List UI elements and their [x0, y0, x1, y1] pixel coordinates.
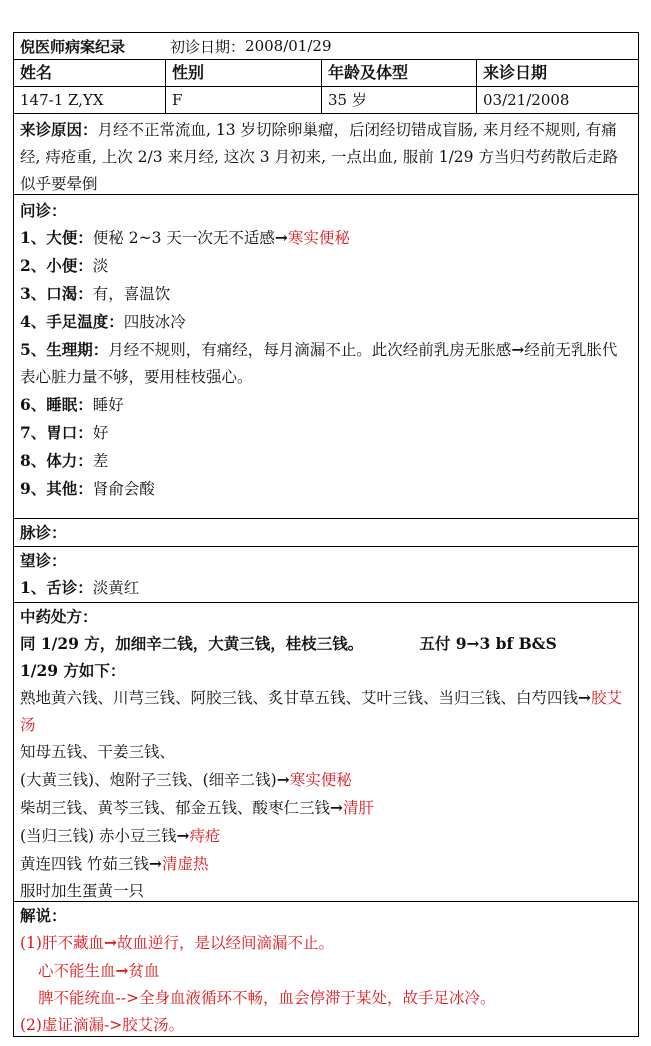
- inquiry-key: 7、胃口：: [20, 423, 93, 442]
- patient-info-values: [14, 87, 638, 114]
- look-value: 淡黄红: [92, 579, 140, 597]
- prescription-line1: [20, 630, 632, 657]
- inquiry-item: [20, 224, 632, 252]
- inquiry-key: 4、手足温度：: [20, 312, 124, 331]
- look-label: 望诊：: [20, 551, 67, 570]
- prescription-section: [14, 603, 638, 902]
- herb-line: (当归三钱) 赤小豆三钱→痔疮: [20, 826, 221, 845]
- patient-sex: F: [166, 87, 322, 113]
- header-sex: 性别: [166, 60, 322, 86]
- inquiry-key: 1、大便：: [20, 228, 93, 247]
- formula-note: 清肝: [343, 799, 375, 817]
- formula-note: 痔疮: [189, 827, 221, 845]
- pulse-label: 脉诊：: [20, 523, 67, 542]
- inquiry-label: 问诊：: [20, 201, 67, 220]
- header-age: 年龄及体型: [322, 60, 477, 86]
- inquiry-key: 6、睡眠：: [20, 395, 93, 414]
- arrow-icon: →: [466, 634, 480, 653]
- inquiry-item: [20, 280, 632, 308]
- explanation-section: [14, 902, 638, 1037]
- dose-timing: 3 bf B&S: [479, 634, 557, 653]
- inquiry-value: 四肢冰冷: [123, 313, 186, 331]
- arrow-icon: →: [511, 340, 525, 359]
- inquiry-item: [20, 336, 632, 391]
- arrow-icon: →: [578, 688, 592, 707]
- herb-line: 柴胡三钱、黄芩三钱、郁金五钱、酸枣仁三钱→清肝: [20, 798, 375, 817]
- inquiry-value-extra: 经前无乳胀代表心脏力量不够，要用桂枝强心。: [20, 341, 618, 386]
- title-row: [14, 33, 638, 60]
- case-record-document: [13, 32, 639, 1037]
- inquiry-value: 便秘 2~3 天一次无不适感: [92, 229, 275, 247]
- explanation-line: (1)肝不藏血→故血逆行，是以经间滴漏不止。: [20, 933, 334, 952]
- header-visit-date: 来诊日期: [483, 63, 548, 82]
- arrow-icon: →: [115, 961, 129, 980]
- patient-age: 35 岁: [322, 87, 477, 113]
- arrow-icon: →: [274, 228, 288, 247]
- arrow-icon: →: [176, 826, 190, 845]
- inquiry-item: [20, 308, 632, 336]
- inquiry-item: [20, 475, 632, 503]
- visit-date: 03/21/2008: [483, 91, 570, 109]
- arrow-icon: →: [276, 770, 290, 789]
- first-visit-label: 初诊日期：: [170, 37, 246, 56]
- formula-note: 清虚热: [161, 855, 209, 873]
- inquiry-section: [14, 195, 638, 519]
- explanation-label: 解说：: [20, 906, 67, 925]
- explanation-line: 心不能生血→贫血: [38, 961, 160, 980]
- inquiry-value: 差: [92, 452, 109, 470]
- arrow-icon: →: [103, 933, 117, 952]
- pulse-section: [14, 519, 638, 547]
- visit-reason-text: 月经不正常流血, 13 岁切除卵巢瘤，后闭经切错成盲肠, 来月经不规则, 有痛经, 痔疮重, 上次 2/3 来月经, 这次 3 月初来, 一点出血, 服前 1/29 方当归芍药散后走路似乎要晕倒: [20, 121, 618, 193]
- patient-id: 147-1 Z,YX: [14, 87, 166, 113]
- inquiry-item: [20, 252, 632, 280]
- explanation-line: (2)虚证滴漏->胶艾汤。: [20, 1016, 185, 1034]
- inquiry-value: 有，喜温饮: [92, 285, 171, 303]
- herb-line: 熟地黄六钱、川芎三钱、阿胶三钱、炙甘草五钱、艾叶三钱、当归三钱、白芍四钱→胶艾汤: [20, 688, 623, 734]
- visit-reason-section: [14, 114, 638, 195]
- inquiry-key: 5、生理期：: [20, 340, 109, 359]
- inquiry-key: 3、口渴：: [20, 284, 93, 303]
- prescription-label: 中药处方：: [20, 607, 98, 626]
- header-name: 姓名: [14, 60, 166, 86]
- patient-info-header: [14, 60, 638, 87]
- dose-count: 五付 9: [419, 634, 467, 653]
- look-item: [20, 574, 632, 602]
- inquiry-item: [20, 447, 632, 475]
- formula-note: 胶艾汤: [20, 689, 623, 734]
- herb-line: 知母五钱、干姜三钱、: [20, 743, 176, 761]
- formula-note: 寒实便秘: [289, 771, 352, 789]
- inquiry-value: 月经不规则，有痛经，每月滴漏不止。此次经前乳房无胀感: [108, 341, 512, 359]
- inquiry-item: [20, 391, 632, 419]
- prescription-summary: 同 1/29 方，加细辛二钱，大黄三钱，桂枝三钱。: [20, 634, 364, 653]
- inquiry-diagnosis: 寒实便秘: [287, 229, 350, 247]
- first-visit-date: 2008/01/29: [245, 37, 332, 55]
- look-section: [14, 547, 638, 603]
- inquiry-key: 8、体力：: [20, 451, 93, 470]
- inquiry-value: 好: [92, 424, 109, 442]
- arrow-icon: →: [330, 798, 344, 817]
- inquiry-value: 肾俞会酸: [92, 480, 155, 498]
- look-key: 1、舌诊：: [20, 578, 93, 597]
- inquiry-value: 睡好: [92, 396, 124, 414]
- herb-line: 服时加生蛋黄一只: [20, 882, 145, 900]
- herb-line: 黄连四钱 竹茹三钱→清虚热: [20, 854, 209, 873]
- record-title: 倪医师病案纪录: [20, 37, 126, 56]
- explanation-line: 脾不能统血-->全身血液循环不畅，血会停滞于某处，故手足冰冷。: [38, 989, 496, 1007]
- visit-reason-label: 来诊原因：: [20, 120, 98, 139]
- herb-line: (大黄三钱)、炮附子三钱、(细辛二钱)→寒实便秘: [20, 770, 352, 789]
- arrow-icon: →: [148, 854, 162, 873]
- inquiry-item: [20, 419, 632, 447]
- inquiry-key: 9、其他：: [20, 479, 93, 498]
- inquiry-key: 2、小便：: [20, 256, 93, 275]
- prescription-line2: 1/29 方如下：: [20, 661, 126, 680]
- inquiry-value: 淡: [92, 257, 109, 275]
